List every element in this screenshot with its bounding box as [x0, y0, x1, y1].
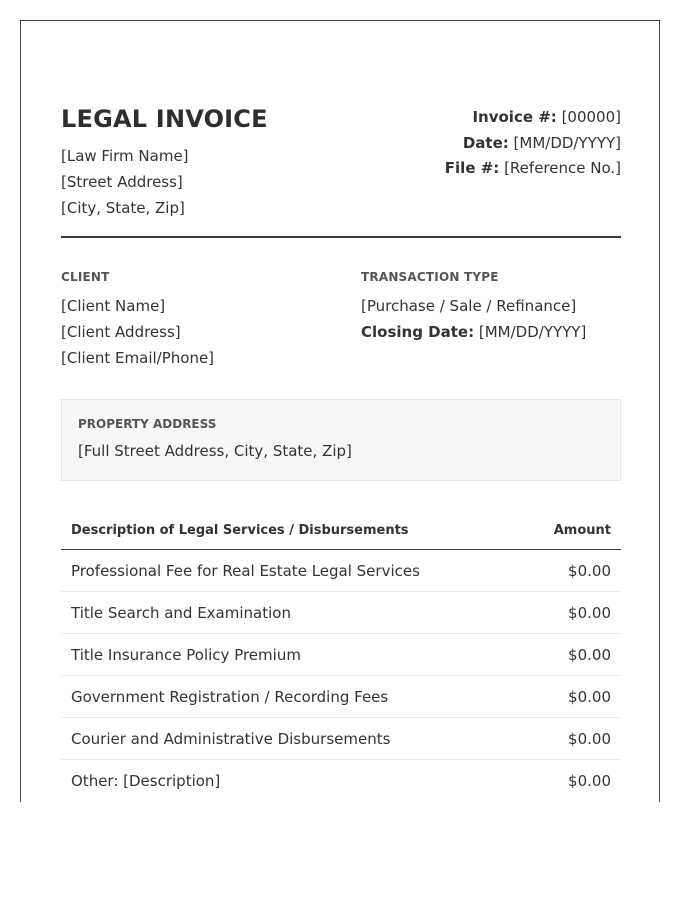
transaction-info — [361, 293, 586, 345]
invoice-title: LEGAL INVOICE — [61, 105, 268, 133]
invoice-date-label: Date: — [462, 133, 509, 152]
law-firm-street: [Street Address] — [61, 173, 183, 191]
invoice-number — [445, 105, 621, 131]
client-name: [Client Name] — [61, 297, 166, 315]
service-description: Title Insurance Policy Premium — [61, 634, 524, 676]
header-divider — [61, 236, 621, 238]
service-amount: $0.00 — [524, 592, 621, 634]
invoice-date — [445, 131, 621, 157]
law-firm-info — [61, 143, 189, 221]
invoice-page — [20, 20, 660, 802]
law-firm-city: [City, State, Zip] — [61, 199, 185, 217]
table-row — [61, 676, 621, 718]
service-description: Professional Fee for Real Estate Legal Services — [61, 550, 524, 592]
file-number — [445, 156, 621, 182]
file-number-value: [Reference No.] — [504, 159, 621, 177]
property-address-label: PROPERTY ADDRESS — [78, 417, 217, 431]
transaction-type-value: [Purchase / Sale / Refinance] — [361, 297, 577, 315]
property-address-box — [61, 399, 621, 481]
service-amount: $0.00 — [524, 550, 621, 592]
amount-column-header: Amount — [524, 511, 621, 550]
table-row — [61, 634, 621, 676]
invoice-meta — [445, 105, 621, 182]
closing-date — [361, 319, 586, 345]
service-amount: $0.00 — [568, 771, 611, 790]
service-amount: $0.00 — [524, 718, 621, 760]
service-amount: $0.00 — [524, 676, 621, 718]
closing-date-value: [MM/DD/YYYY] — [478, 323, 587, 341]
table-row — [61, 718, 621, 760]
client-info — [61, 293, 214, 371]
service-description: Other: [Description] — [71, 771, 221, 790]
description-column-header: Description of Legal Services / Disbursements — [61, 511, 524, 550]
services-table — [61, 511, 621, 801]
table-row — [61, 550, 621, 592]
client-contact: [Client Email/Phone] — [61, 349, 215, 367]
invoice-date-value: [MM/DD/YYYY] — [513, 133, 621, 152]
service-description: Courier and Administrative Disbursements — [61, 718, 524, 760]
service-description: Title Search and Examination — [61, 592, 524, 634]
service-amount: $0.00 — [524, 634, 621, 676]
law-firm-name: [Law Firm Name] — [61, 147, 189, 165]
invoice-number-value: [00000] — [561, 108, 621, 126]
table-row — [61, 760, 621, 802]
transaction-type-label: TRANSACTION TYPE — [361, 270, 499, 284]
table-row — [61, 592, 621, 634]
service-description: Government Registration / Recording Fees — [61, 676, 524, 718]
file-number-label: File #: — [444, 159, 500, 177]
property-address-value: [Full Street Address, City, State, Zip] — [78, 442, 352, 460]
closing-date-label: Closing Date: — [361, 323, 475, 341]
invoice-number-label: Invoice #: — [472, 108, 557, 126]
client-section-label: CLIENT — [61, 270, 110, 284]
services-header-row — [61, 511, 621, 550]
client-address: [Client Address] — [61, 323, 181, 341]
